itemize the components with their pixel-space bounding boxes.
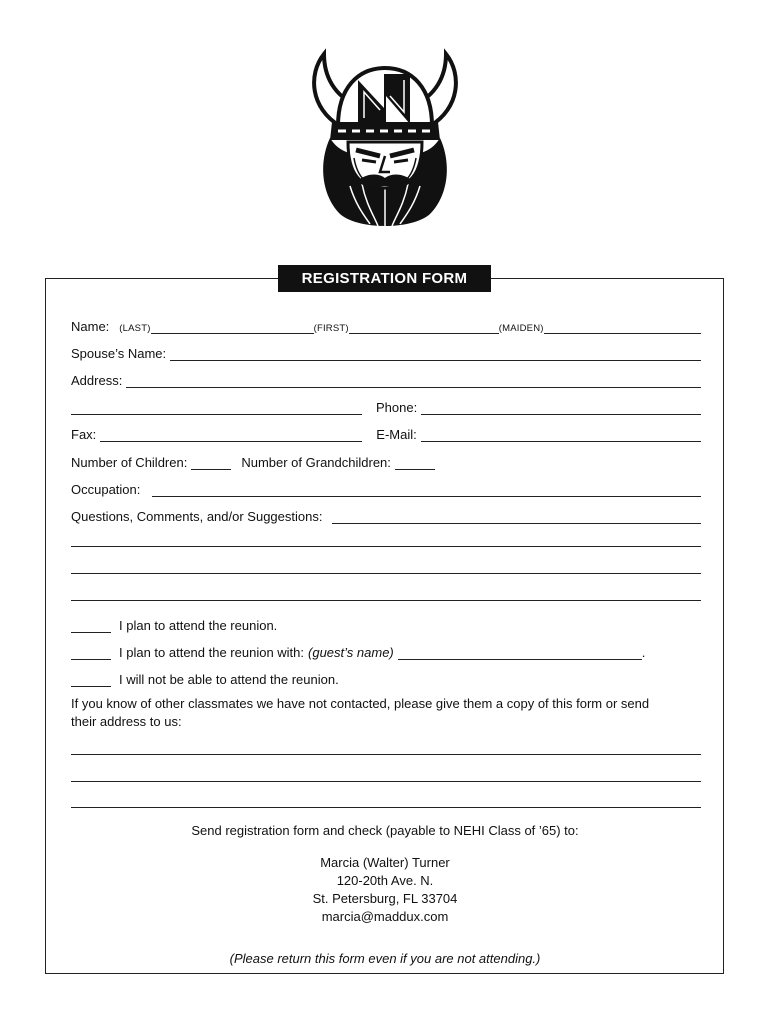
spouse-row (71, 341, 701, 361)
not-attend-label: I will not be able to attend the reunion. (119, 672, 339, 687)
questions-row (71, 504, 701, 524)
classmates-text: If you know of other classmates we have not contacted, please give them a copy of this form or send their address to us: (71, 696, 650, 729)
attend-with-label: I plan to attend the reunion with: (119, 645, 305, 660)
footer-note: (Please return this form even if you are not attending.) (229, 951, 541, 966)
questions-label: Questions, Comments, and/or Suggestions: (71, 509, 323, 524)
first-name-field[interactable] (349, 319, 499, 334)
questions-field[interactable] (332, 509, 701, 524)
name-row (71, 314, 701, 334)
children-field[interactable] (191, 455, 231, 470)
guest-name-field[interactable] (398, 645, 642, 660)
questions-line-1[interactable] (71, 546, 701, 547)
last-name-field[interactable] (151, 319, 314, 334)
name-label: Name: (71, 319, 110, 334)
address-phone-row (71, 395, 701, 415)
send-city: St. Petersburg, FL 33704 (312, 891, 458, 906)
fax-field[interactable] (100, 427, 362, 442)
questions-line-3[interactable] (71, 600, 701, 601)
last-name-hint: (LAST) (119, 323, 151, 334)
viking-head-icon (300, 46, 470, 232)
fax-label: Fax: (71, 427, 97, 442)
occupation-field[interactable] (152, 482, 701, 497)
children-label: Number of Children: (71, 455, 188, 470)
send-email: marcia@maddux.com (321, 909, 449, 924)
address-field[interactable] (126, 373, 701, 388)
occupation-label: Occupation: (71, 482, 141, 497)
grandchildren-field[interactable] (395, 455, 435, 470)
send-street: 120-20th Ave. N. (336, 873, 434, 888)
grandchildren-label: Number of Grandchildren: (241, 455, 391, 470)
form-title: REGISTRATION FORM (278, 265, 491, 292)
email-label: E-Mail: (376, 427, 417, 442)
spouse-label: Spouse’s Name: (71, 346, 167, 361)
classmates-line-3[interactable] (71, 807, 701, 808)
first-name-hint: (FIRST) (313, 323, 349, 334)
address-line2-field[interactable] (71, 400, 362, 415)
classmates-line-2[interactable] (71, 781, 701, 782)
send-name: Marcia (Walter) Turner (320, 855, 450, 870)
spouse-field[interactable] (170, 346, 701, 361)
attend-row (71, 613, 701, 633)
maiden-name-field[interactable] (544, 319, 701, 334)
phone-label: Phone: (376, 400, 418, 415)
not-attend-checkline[interactable] (71, 672, 111, 687)
occupation-row (71, 477, 701, 497)
classmates-line-1[interactable] (71, 754, 701, 755)
address-label: Address: (71, 373, 123, 388)
guest-period: . (641, 645, 646, 660)
questions-line-2[interactable] (71, 573, 701, 574)
attend-label: I plan to attend the reunion. (119, 618, 278, 633)
not-attend-row (71, 667, 701, 687)
send-instruction: Send registration form and check (payable to NEHI Class of ’65) to: (191, 823, 579, 838)
guest-name-hint: (guest’s name) (308, 645, 394, 660)
maiden-name-hint: (MAIDEN) (498, 323, 544, 334)
attend-checkline[interactable] (71, 618, 111, 633)
phone-field[interactable] (421, 400, 701, 415)
address-row (71, 368, 701, 388)
attend-with-checkline[interactable] (71, 645, 111, 660)
fax-email-row (71, 422, 701, 442)
attend-with-row (71, 640, 701, 660)
children-row (71, 450, 701, 470)
email-field[interactable] (421, 427, 701, 442)
